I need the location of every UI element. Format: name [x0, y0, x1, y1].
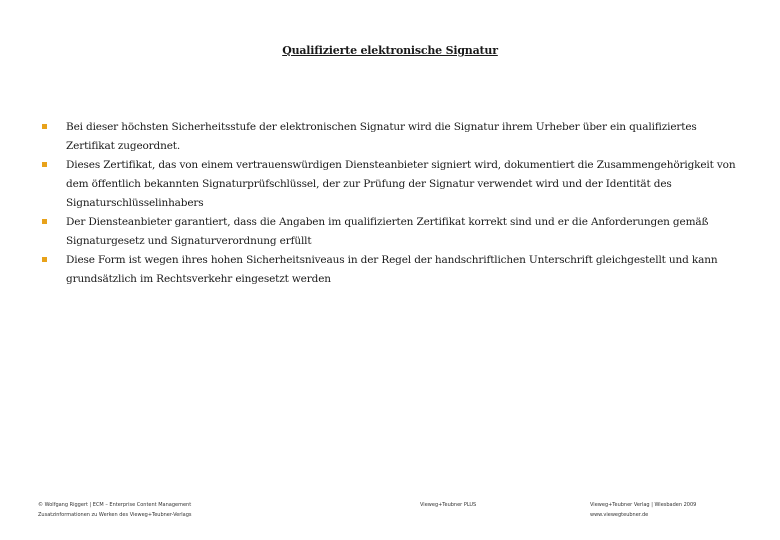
slide-title: Qualifizierte elektronische Signatur — [282, 44, 498, 57]
footer-copyright — [38, 500, 278, 520]
square-bullet-icon — [42, 219, 47, 224]
bullet-item — [38, 213, 744, 251]
bullet-text: Diese Form ist wegen ihres hohen Sicherheitsniveaus in der Regel der handschriftlichen Unterschrift gleichgestellt und kann grundsätzlich im Rechtsverkehr eingesetzt werden — [66, 254, 718, 285]
footer-url[interactable]: www.viewegteubner.de — [590, 512, 649, 518]
footer-info-line: Zusatzinformationen zu Werken des Vieweg+Teubner-Verlags — [38, 512, 192, 518]
bullet-text: Der Diensteanbieter garantiert, dass die Angaben im qualifizierten Zertifikat korrekt sind und er die Anforderungen gemäß Signaturgesetz und Signaturverordnung erfüllt — [66, 216, 709, 247]
bullet-item — [38, 251, 744, 289]
bullet-item — [38, 156, 744, 213]
square-bullet-icon — [42, 257, 47, 262]
bullet-text: Bei dieser höchsten Sicherheitsstufe der elektronischen Signatur wird die Signatur ihrem Urheber über ein qualifiziertes Zertifikat zugeordnet. — [66, 121, 697, 152]
footer-copyright-line: © Wolfgang Riggert | ECM – Enterprise Content Management — [38, 502, 192, 508]
bullet-text: Dieses Zertifikat, das von einem vertrauenswürdigen Diensteanbieter signiert wird, dokumentiert die Zusammengehörigkeit von dem öffentlich bekannten Signaturprüfschlüssel, der zur Prüfung der Signatur verwendet wird und der Identität des Signaturschlüsselinhabers — [66, 159, 736, 209]
square-bullet-icon — [42, 162, 47, 167]
square-bullet-icon — [42, 124, 47, 129]
footer-publisher-line: Vieweg+Teubner Verlag | Wiesbaden 2009 — [590, 502, 697, 508]
footer-plus — [420, 500, 540, 510]
footer-plus-label: Vieweg+Teubner PLUS — [420, 502, 477, 508]
footer-publisher — [590, 500, 750, 520]
bullet-item — [38, 118, 744, 156]
bullet-list — [38, 118, 744, 289]
